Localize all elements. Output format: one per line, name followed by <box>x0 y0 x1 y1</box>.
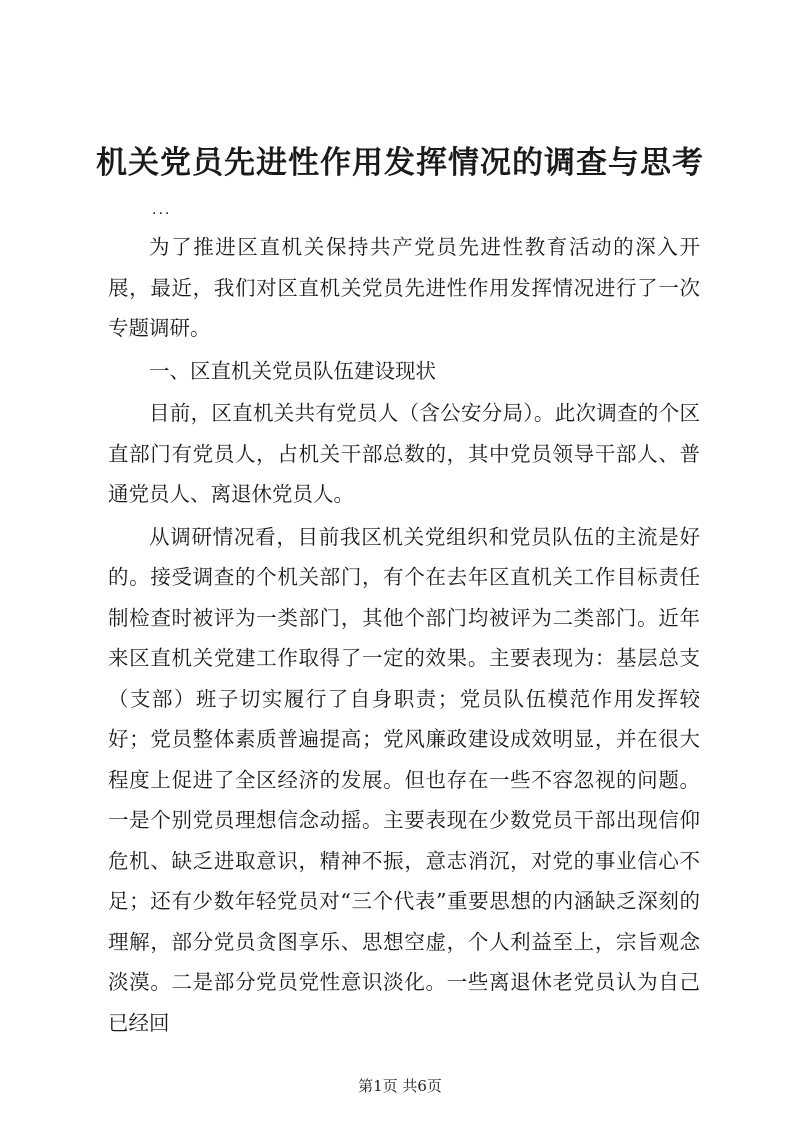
section-heading: 一、区直机关党员队伍建设现状 <box>149 358 436 383</box>
document-title: 机关党员先进性作用发挥情况的调查与思考 <box>96 145 704 181</box>
ellipsis-marker: ... <box>152 202 172 218</box>
paragraph-analysis: 从调研情况看，目前我区机关党组织和党员队伍的主流是好的。接受调查的个机关部门，有个在去年区直机关工作目标责任制检查时被评为一类部门，其他个部门均被评为二类部门。近年来区直机关党建工作取得了一定的效果。主要表现为：基层总支（支部）班子切实履行了自身职责；党员队伍模范作用发挥较好；党员整体素质普遍提高；党风廉政建设成效明显，并在很大程度上促进了全区经济的发展。但也存在一些不容忽视的问题。一是个别党员理想信念动摇。主要表现在少数党员干部出现信仰危机、缺乏进取意识，精神不振，意志消沉，对党的事业信心不足；还有少数年轻党员对“三个代表”重要思想的内涵缺乏深刻的理解，部分党员贪图享乐、思想空虚，个人利益至上，宗旨观念淡漠。二是部分党员党性意识淡化。一些离退休老党员认为自己已经回 <box>108 524 700 1035</box>
paragraph-intro: 为了推进区直机关保持共产党员先进性教育活动的深入开展，最近，我们对区直机关党员先进性作用发挥情况进行了一次专题调研。 <box>108 235 700 340</box>
document-body <box>108 227 700 1045</box>
page-number-footer: 第1页 共6页 <box>358 1077 442 1095</box>
paragraph-stats: 目前，区直机关共有党员人（含公安分局）。此次调查的个区直部门有党员人，占机关干部总数的，其中党员领导干部人、普通党员人、离退休党员人。 <box>108 401 700 506</box>
